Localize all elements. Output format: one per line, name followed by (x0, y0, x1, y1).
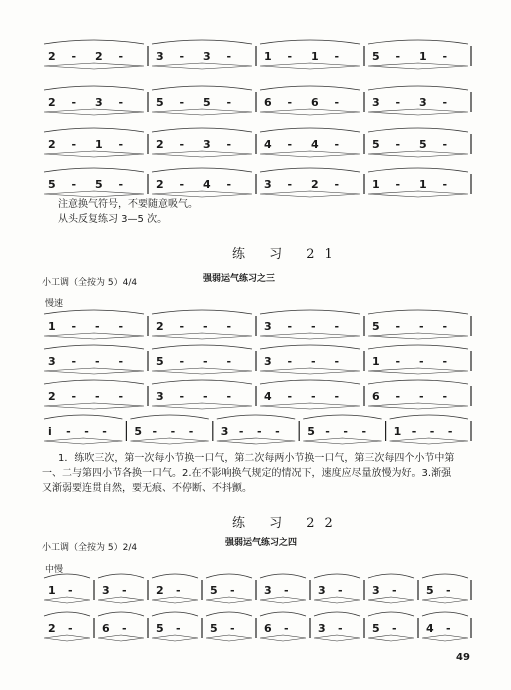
dash-note: - (392, 622, 397, 635)
dynamics-hairpin (44, 63, 144, 69)
dash-note: - (179, 138, 185, 151)
slur-arc (368, 612, 414, 616)
dash-note: - (66, 425, 71, 438)
dash-note: - (179, 355, 185, 368)
dynamics-hairpin (260, 403, 360, 409)
slur-arc (368, 168, 468, 172)
dynamics-hairpin (152, 151, 252, 157)
staff-lines (40, 378, 472, 412)
dynamics-hairpin (390, 438, 468, 444)
note: 2 (95, 50, 103, 63)
dash-note: - (71, 320, 77, 333)
dash-note: - (442, 96, 448, 109)
dynamics-hairpin (368, 333, 468, 339)
dash-note: - (334, 50, 340, 63)
dash-note: - (226, 138, 232, 151)
note: 3 (372, 584, 380, 597)
slur-arc (130, 415, 208, 419)
dynamics-hairpin (152, 333, 252, 339)
note: 5 (372, 50, 380, 63)
slur-arc (422, 612, 468, 616)
slur-arc (368, 345, 468, 349)
slur-arc (152, 574, 198, 578)
dash-note: - (395, 50, 401, 63)
dash-note: - (447, 425, 453, 438)
dynamics-hairpin (206, 597, 252, 603)
dash-note: - (179, 178, 185, 191)
ex21-row-1 (40, 308, 472, 342)
note: 1 (48, 320, 56, 333)
dash-note: - (226, 50, 232, 63)
note: 2 (156, 138, 164, 151)
note: 6 (311, 96, 319, 109)
note: 1 (372, 178, 380, 191)
ex20-row-2 (40, 84, 472, 118)
dash-note: - (338, 584, 343, 597)
dynamics-hairpin (217, 438, 295, 444)
staff-lines (40, 343, 472, 377)
dash-note: - (395, 178, 401, 191)
dash-note: - (95, 390, 100, 403)
slur-arc (152, 40, 252, 44)
dash-note: - (287, 96, 293, 109)
note: 4 (264, 138, 272, 151)
slur-arc (422, 574, 468, 578)
note: 3 (156, 50, 164, 63)
dynamics-hairpin (130, 438, 208, 444)
dash-note: - (170, 425, 176, 438)
dash-note: - (118, 138, 124, 151)
dash-note: - (446, 584, 451, 597)
slur-arc (44, 574, 90, 578)
note: 5 (372, 622, 380, 635)
dash-note: - (311, 390, 316, 403)
slur-arc (260, 40, 360, 44)
dash-note: - (118, 96, 124, 109)
note-line-2: 从头反复练习 3—5 次。 (58, 214, 168, 225)
dash-note: - (284, 622, 289, 635)
slur-arc (152, 86, 252, 90)
slur-arc (368, 574, 414, 578)
note: 3 (203, 138, 211, 151)
note: 5 (210, 584, 218, 597)
note: 5 (419, 138, 427, 151)
dynamics-hairpin (44, 403, 144, 409)
slur-arc (260, 345, 360, 349)
dash-note: - (411, 425, 417, 438)
dynamics-hairpin (314, 635, 360, 641)
slur-arc (44, 380, 144, 384)
note: 3 (264, 178, 272, 191)
dash-note: - (275, 425, 280, 438)
dash-note: - (71, 96, 77, 109)
exercise-21-tempo: 慢速 (45, 299, 64, 309)
dash-note: - (442, 138, 448, 151)
note: 3 (203, 50, 211, 63)
ex20-row-4 (40, 166, 472, 200)
note: 3 (264, 584, 272, 597)
note: 1 (311, 50, 319, 63)
slur-arc (152, 168, 252, 172)
instruction-line-1: 1．练吹三次，第一次每小节换一口气，第二次每两小节换一口气，第三次每四个小节中第 (58, 453, 455, 464)
dynamics-hairpin (152, 109, 252, 115)
note: 2 (156, 584, 164, 597)
dash-note: - (226, 320, 232, 333)
exercise-22-tempo: 中慢 (45, 565, 64, 575)
note: 3 (264, 355, 272, 368)
dash-note: - (226, 390, 232, 403)
dynamics-hairpin (152, 597, 198, 603)
dash-note: - (442, 50, 448, 63)
slur-arc (152, 345, 252, 349)
note: 1 (95, 138, 103, 151)
dynamics-hairpin (260, 368, 360, 374)
instruction-line-2: 一、二与第四小节各换一口气。2.在不影响换气规定的情况下，速度应尽量放慢为好。3.渐强 (42, 468, 452, 479)
slur-arc (206, 612, 252, 616)
dash-note: - (118, 178, 124, 191)
slur-arc (44, 345, 144, 349)
note: 5 (95, 178, 103, 191)
note: 2 (311, 178, 319, 191)
dash-note: - (257, 425, 262, 438)
slur-arc (44, 86, 144, 90)
dash-note: - (230, 622, 235, 635)
slur-arc (44, 415, 122, 419)
ex21-row-3 (40, 378, 472, 412)
dynamics-hairpin (368, 63, 468, 69)
dynamics-hairpin (44, 109, 144, 115)
staff-lines (40, 166, 472, 200)
dynamics-hairpin (368, 597, 414, 603)
dash-note: - (68, 622, 73, 635)
dynamics-hairpin (368, 191, 468, 197)
dash-note: - (419, 355, 424, 368)
dash-note: - (284, 584, 289, 597)
dynamics-hairpin (44, 368, 144, 374)
slur-arc (152, 380, 252, 384)
note: 3 (48, 355, 56, 368)
dash-note: - (311, 355, 316, 368)
dash-note: - (334, 355, 340, 368)
dynamics-hairpin (368, 109, 468, 115)
note: 5 (426, 584, 434, 597)
note: 1 (264, 50, 272, 63)
slur-arc (152, 128, 252, 132)
note: 5 (372, 320, 380, 333)
dash-note: - (395, 355, 401, 368)
slur-arc (44, 128, 144, 132)
note: 3 (372, 96, 380, 109)
dynamics-hairpin (368, 635, 414, 641)
ex22-row-1 (40, 572, 472, 606)
slur-arc (260, 574, 306, 578)
note: 1 (372, 355, 380, 368)
note: 2 (48, 138, 56, 151)
note: 2 (48, 622, 56, 635)
exercise-21-title: 练 习 21 (232, 247, 343, 262)
dash-note: - (122, 584, 127, 597)
dash-note: - (203, 355, 208, 368)
dash-note: - (287, 355, 293, 368)
slur-arc (368, 128, 468, 132)
dynamics-hairpin (260, 635, 306, 641)
dash-note: - (325, 425, 330, 438)
dash-note: - (442, 390, 448, 403)
note: 3 (318, 622, 326, 635)
dash-note: - (84, 425, 89, 438)
dynamics-hairpin (44, 597, 90, 603)
dash-note: - (118, 355, 124, 368)
dynamics-hairpin (260, 151, 360, 157)
dash-note: - (395, 390, 401, 403)
dynamics-hairpin (422, 635, 468, 641)
dash-note: - (71, 355, 77, 368)
dynamics-hairpin (152, 191, 252, 197)
exercise-22-title: 练 习 22 (232, 516, 343, 531)
dash-note: - (334, 390, 340, 403)
note: 5 (372, 138, 380, 151)
slur-arc (314, 574, 360, 578)
dynamics-hairpin (368, 151, 468, 157)
ex21-row-4 (40, 413, 472, 447)
dash-note: - (334, 96, 340, 109)
dash-note: - (287, 50, 293, 63)
slur-arc (390, 415, 468, 419)
dash-note: - (203, 320, 208, 333)
slur-arc (260, 310, 360, 314)
dash-note: - (95, 320, 100, 333)
slur-arc (206, 574, 252, 578)
note: 6 (102, 622, 110, 635)
dash-note: - (311, 320, 316, 333)
note: 4 (426, 622, 434, 635)
note: 5 (203, 96, 211, 109)
dash-note: - (203, 390, 208, 403)
slur-arc (368, 40, 468, 44)
dash-note: - (71, 50, 77, 63)
slur-arc (260, 168, 360, 172)
dash-note: - (118, 390, 124, 403)
dash-note: - (118, 320, 124, 333)
exercise-22-key: 小工调（全按为 5）2/4 (42, 543, 138, 553)
dash-note: - (287, 138, 293, 151)
dash-note: - (395, 138, 401, 151)
dynamics-hairpin (368, 403, 468, 409)
note: 6 (264, 622, 272, 635)
staff-lines (40, 308, 472, 342)
dynamics-hairpin (206, 635, 252, 641)
note: 2 (48, 390, 56, 403)
dynamics-hairpin (44, 151, 144, 157)
exercise-21-subtitle: 强弱运气练习之三 (203, 274, 276, 284)
dash-note: - (334, 320, 340, 333)
dash-note: - (188, 425, 194, 438)
note: 5 (156, 355, 164, 368)
dash-note: - (226, 178, 232, 191)
note: 5 (307, 425, 315, 438)
slur-arc (260, 612, 306, 616)
dash-note: - (334, 138, 340, 151)
dash-note: - (442, 178, 448, 191)
dash-note: - (238, 425, 244, 438)
note: 5 (156, 622, 164, 635)
note: 3 (156, 390, 164, 403)
dynamics-hairpin (314, 597, 360, 603)
ex20-row-1 (40, 38, 472, 72)
dynamics-hairpin (44, 438, 122, 444)
slur-arc (260, 128, 360, 132)
note: i (48, 425, 52, 438)
note: 3 (419, 96, 427, 109)
note: 6 (264, 96, 272, 109)
note-line-1: 注意换气符号，不要随意吸气。 (58, 199, 198, 210)
slur-arc (44, 612, 90, 616)
dash-note: - (95, 355, 100, 368)
slur-arc (260, 86, 360, 90)
slur-arc (368, 380, 468, 384)
slur-arc (314, 612, 360, 616)
note: 5 (156, 96, 164, 109)
slur-arc (152, 310, 252, 314)
dash-note: - (179, 96, 185, 109)
dash-note: - (68, 584, 73, 597)
dash-note: - (343, 425, 348, 438)
dash-note: - (152, 425, 158, 438)
dynamics-hairpin (260, 597, 306, 603)
note: 5 (48, 178, 56, 191)
note: 4 (203, 178, 211, 191)
dash-note: - (118, 50, 124, 63)
dash-note: - (442, 320, 448, 333)
note: 6 (372, 390, 380, 403)
exercise-21-key: 小工调（全按为 5）4/4 (42, 278, 138, 288)
dash-note: - (392, 584, 397, 597)
note: 2 (48, 50, 56, 63)
note: 1 (48, 584, 56, 597)
dash-note: - (226, 355, 232, 368)
dash-note: - (102, 425, 107, 438)
note: 2 (156, 320, 164, 333)
dash-note: - (71, 178, 77, 191)
dash-note: - (395, 320, 401, 333)
dash-note: - (334, 178, 340, 191)
note: 3 (264, 320, 272, 333)
slur-arc (44, 168, 144, 172)
slur-arc (98, 612, 144, 616)
slur-arc (217, 415, 295, 419)
slur-arc (368, 310, 468, 314)
note: 1 (419, 178, 427, 191)
note: 5 (210, 622, 218, 635)
dash-note: - (122, 622, 127, 635)
dynamics-hairpin (152, 635, 198, 641)
slur-arc (44, 310, 144, 314)
dynamics-hairpin (98, 597, 144, 603)
dash-note: - (179, 50, 185, 63)
note: 3 (220, 425, 229, 438)
staff-lines (40, 126, 472, 160)
dynamics-hairpin (152, 368, 252, 374)
dynamics-hairpin (152, 403, 252, 409)
ex20-row-3 (40, 126, 472, 160)
note: 3 (95, 96, 103, 109)
note: 1 (393, 425, 402, 438)
dash-note: - (429, 425, 435, 438)
dynamics-hairpin (368, 368, 468, 374)
exercise-22-subtitle: 强弱运气练习之四 (225, 538, 298, 548)
dash-note: - (287, 178, 293, 191)
dash-note: - (287, 320, 293, 333)
dynamics-hairpin (260, 191, 360, 197)
dash-note: - (179, 320, 185, 333)
dynamics-hairpin (260, 63, 360, 69)
dynamics-hairpin (98, 635, 144, 641)
note: 4 (264, 390, 272, 403)
note: 4 (311, 138, 319, 151)
slur-arc (44, 40, 144, 44)
dash-note: - (176, 622, 181, 635)
ex22-row-2 (40, 610, 472, 644)
slur-arc (98, 574, 144, 578)
dynamics-hairpin (152, 63, 252, 69)
note: 2 (48, 96, 56, 109)
dash-note: - (446, 622, 451, 635)
dash-note: - (287, 390, 293, 403)
note: 3 (318, 584, 326, 597)
note: 2 (156, 178, 164, 191)
ex21-row-2 (40, 343, 472, 377)
slur-arc (303, 415, 381, 419)
note: 3 (102, 584, 110, 597)
page-number: 49 (456, 652, 470, 663)
dynamics-hairpin (260, 109, 360, 115)
dash-note: - (71, 138, 77, 151)
dynamics-hairpin (422, 597, 468, 603)
dash-note: - (419, 390, 424, 403)
dynamics-hairpin (44, 333, 144, 339)
slur-arc (260, 380, 360, 384)
dynamics-hairpin (44, 635, 90, 641)
dash-note: - (176, 584, 181, 597)
slur-arc (152, 612, 198, 616)
note: 5 (134, 425, 143, 438)
staff-lines (40, 38, 472, 72)
dash-note: - (230, 584, 235, 597)
dynamics-hairpin (44, 191, 144, 197)
slur-arc (368, 86, 468, 90)
dash-note: - (361, 425, 367, 438)
note: 1 (419, 50, 427, 63)
staff-lines (40, 84, 472, 118)
dash-note: - (442, 355, 448, 368)
dash-note: - (338, 622, 343, 635)
dash-note: - (71, 390, 77, 403)
dynamics-hairpin (260, 333, 360, 339)
dash-note: - (419, 320, 424, 333)
instruction-line-3: 又渐弱要连贯自然，要无痕、不停断、不抖颤。 (42, 483, 252, 494)
dash-note: - (226, 96, 232, 109)
dash-note: - (179, 390, 185, 403)
dash-note: - (395, 96, 401, 109)
dynamics-hairpin (303, 438, 381, 444)
